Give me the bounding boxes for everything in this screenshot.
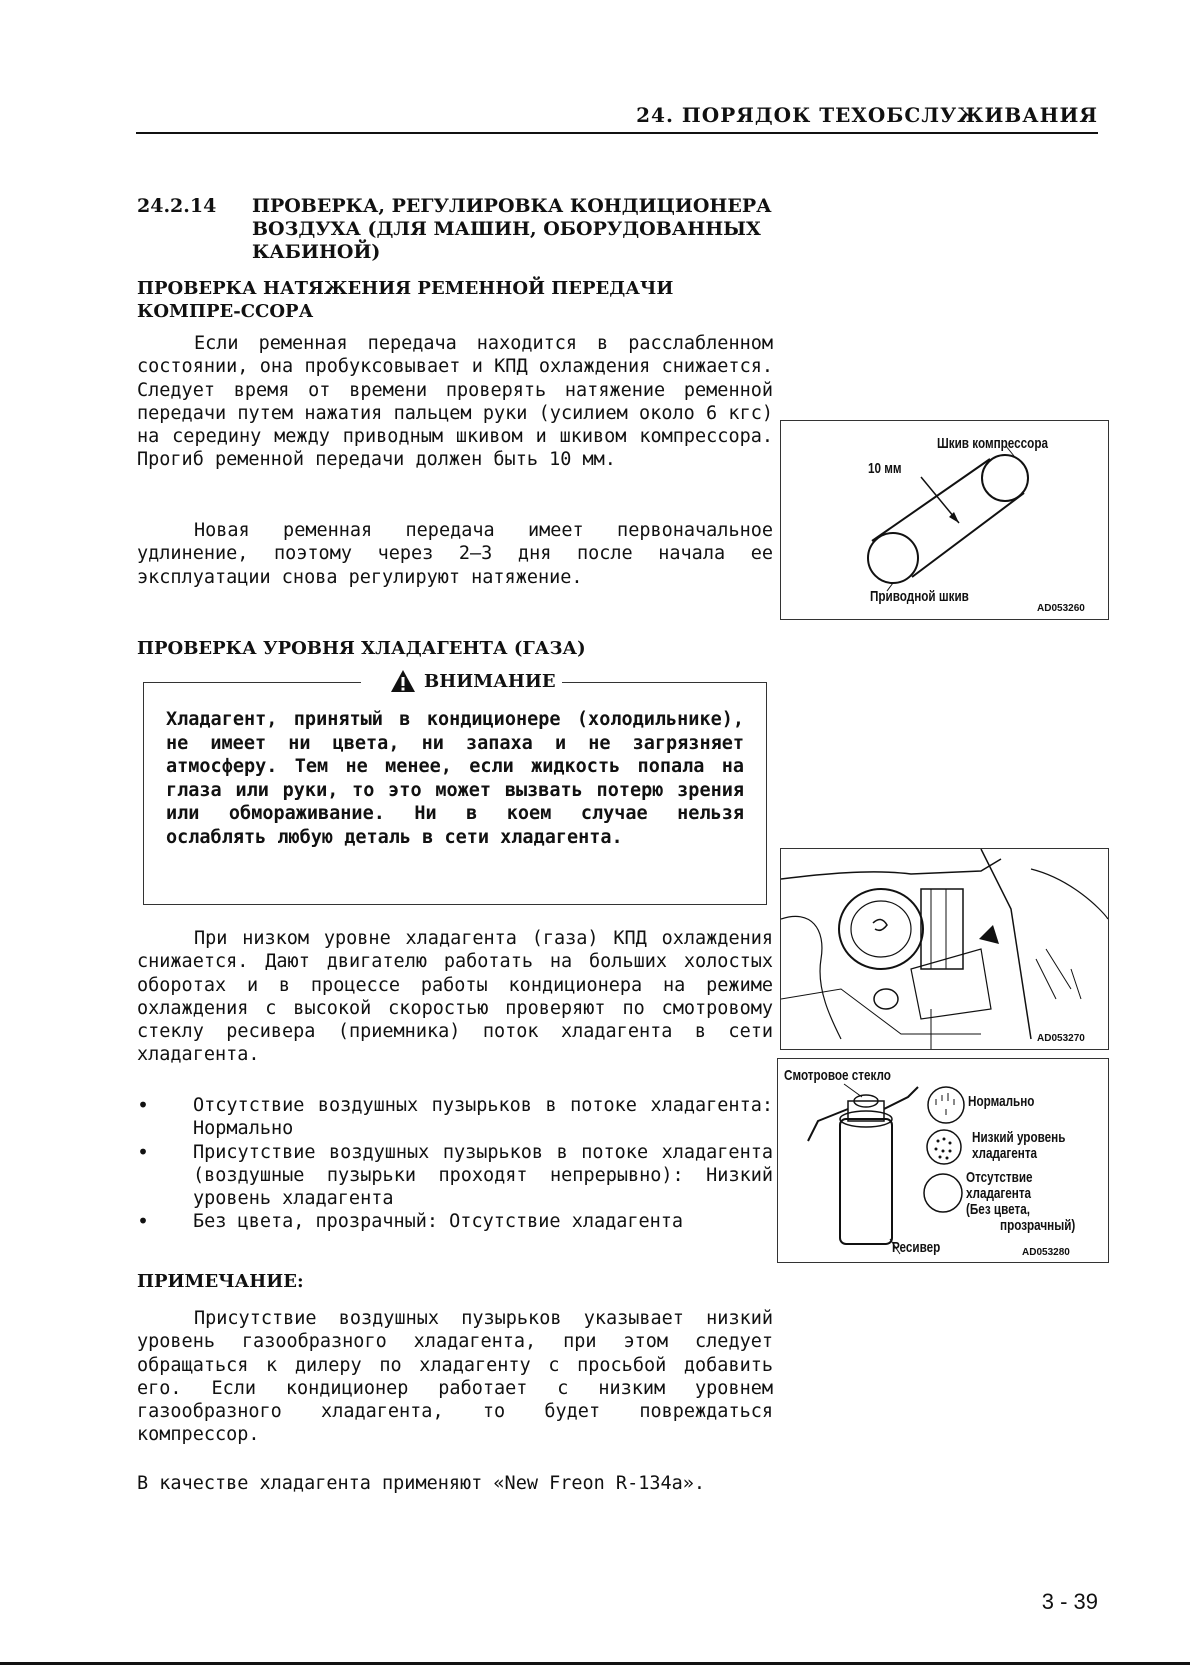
bullet-item: • Без цвета, прозрачный: Отсутствие хладагента (137, 1210, 773, 1233)
belt-paragraph-2-text: Новая ременная передача имеет первоначальное удлинение, поэтому через 2—3 дня после начала ее эксплуатации снова регулируют натяжение. (137, 520, 773, 588)
note-paragraph-1 (137, 1307, 773, 1447)
bullet-item: • Присутствие воздушных пузырьков в потоке хладагента (воздушные пузырьки проходят непрерывно): Низкий уровень хладагента (137, 1141, 773, 1211)
page-number: 3 - 39 (1041, 1589, 1098, 1614)
label-sight-glass: Смотровое стекло (784, 1067, 891, 1084)
section-title-line1: ПРОВЕРКА, РЕГУЛИРОВКА КОНДИЦИОНЕРА (252, 195, 772, 217)
refrigerant-paragraph (137, 927, 773, 1067)
belt-figure (780, 420, 1109, 620)
label-none-1: Отсутствие (966, 1169, 1033, 1186)
label-compressor-pulley: Шкив компрессора (937, 435, 1048, 452)
warning-text: Хладагент, принятый в кондиционере (холодильнике), не имеет ни цвета, ни запаха и не загрязняет атмосферу. Тем не менее, если жидкость попала на глаза или руки, то это может вызвать потерю зрения или обмораживание. Ни в коем случае нельзя ослаблять любую деталь в сети хладагента. (166, 709, 744, 848)
warning-triangle-icon (390, 669, 416, 693)
figure-code: AD053270 (1037, 1033, 1085, 1044)
belt-heading: ПРОВЕРКА НАТЯЖЕНИЯ РЕМЕННОЙ ПЕРЕДАЧИ КОМПРЕ-ССОРА (137, 278, 674, 322)
label-deflection: 10 мм (868, 460, 902, 477)
refrigerant-bullet-list (137, 1094, 773, 1234)
label-low-level-1: Низкий уровень (972, 1129, 1066, 1146)
note-heading: ПРИМЕЧАНИЕ: (137, 1271, 304, 1292)
refrigerant-paragraph-text: При низком уровне хладагента (газа) КПД охлаждения снижается. Дают двигателю работать на больших холостых оборотах и в процессе работы кондиционера на режиме охлаждения с высокой скоростью проверяют по смотровому стеклу ресивера (приемника) поток хладагента в сети хладагента. (137, 928, 773, 1066)
label-none-3: (Без цвета, (966, 1201, 1030, 1218)
bullet-item: • Отсутствие воздушных пузырьков в потоке хладагента: Нормально (137, 1094, 773, 1141)
header-rule (136, 132, 1098, 134)
label-drive-pulley: Приводной шкив (870, 588, 969, 605)
engine-figure (780, 848, 1109, 1050)
bottom-rule (0, 1662, 1190, 1665)
label-receiver: Ресивер (892, 1239, 941, 1256)
sight-glass-figure (777, 1058, 1109, 1263)
figure-code: AD053260 (1037, 603, 1085, 614)
label-low-level-2: хладагента (972, 1145, 1038, 1162)
engine-drawing (781, 849, 1108, 1049)
label-none-2: хладагента (966, 1185, 1032, 1202)
figure-code: AD053280 (1022, 1247, 1070, 1258)
page-header-title: 24. ПОРЯДОК ТЕХОБСЛУЖИВАНИЯ (636, 103, 1098, 127)
warning-title: ВНИМАНИЕ (424, 670, 556, 692)
section-title (137, 195, 777, 264)
note-paragraph-2: В качестве хладагента применяют «New Freon R-134a». (137, 1473, 706, 1494)
refrigerant-heading: ПРОВЕРКА УРОВНЯ ХЛАДАГЕНТА (ГАЗА) (137, 638, 586, 659)
section-title-line2: ВОЗДУХА (ДЛЯ МАШИН, ОБОРУДОВАННЫХ (252, 218, 761, 240)
belt-paragraph-1 (137, 332, 773, 472)
section-title-line3: КАБИНОЙ) (252, 241, 381, 263)
label-none-4: прозрачный) (1000, 1217, 1076, 1234)
belt-paragraph-2 (137, 519, 773, 589)
warning-header (390, 669, 556, 693)
label-normal: Нормально (968, 1093, 1035, 1110)
belt-paragraph-1-text: Если ременная передача находится в расслабленном состоянии, она пробуксовывает и КПД охлаждения снижается. Следует время от времени проверять натяжение ременной передачи путем нажатия пальцем руки (усилием около 6 кгс) на середину между приводным шкивом и шкивом компрессора. Прогиб ременной передачи должен быть 10 мм. (137, 333, 773, 471)
section-number: 24.2.14 (137, 195, 217, 217)
note-paragraph-1-text: Присутствие воздушных пузырьков указывает низкий уровень газообразного хладагента, при этом следует обращаться к дилеру по хладагенту с просьбой добавить его. Если кондиционер работает с низким уровнем газообразного хладагента, то будет повреждаться компрессор. (137, 1308, 773, 1446)
